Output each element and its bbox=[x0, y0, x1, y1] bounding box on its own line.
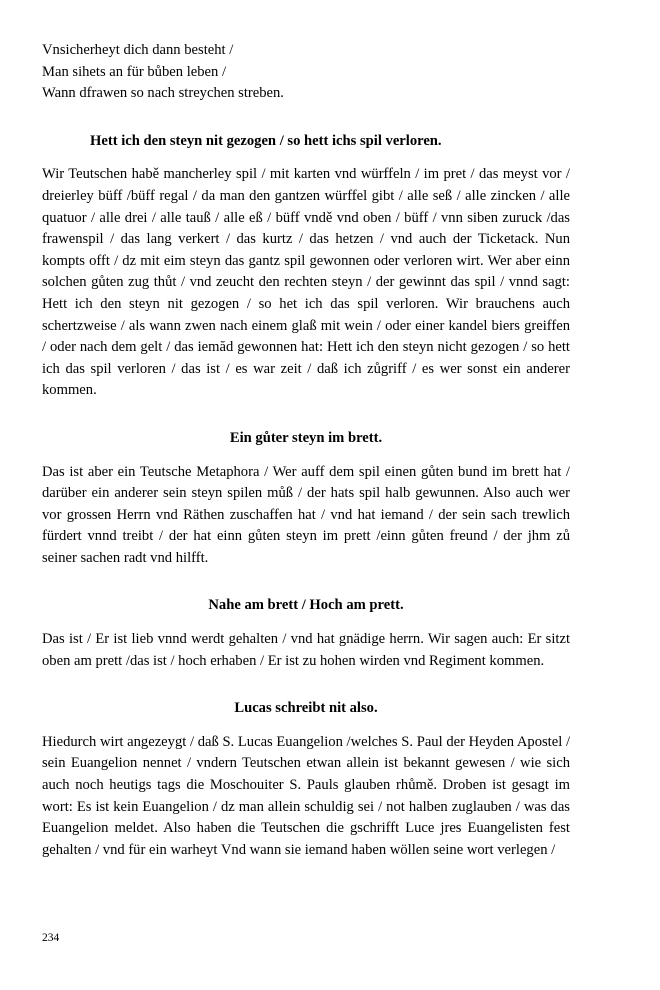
verse-line: Wann dfrawen so nach streychen streben. bbox=[42, 85, 284, 102]
section-body: Wir Teutschen habě mancherley spil / mit karten vnd würffeln / im pret / das meyst vor / dreierley büff /büff regal / da man den gantzen würffel gibt / alle seß / alle zincken / alle quatuor / alle drei / alle tauß / alle eß / büff vndě vnd oben / büff / vnn siben zuruck /das frawenspil / das lang verkert / das kurtz / das hetzen / vnd auch der Ticketack. Nun kompts offt / dz mit eim steyn das gantz spil gewonnen oder verloren wirt. Wer aber einn solchen gůten zug thůt / vnd zeucht den rechten steyn / der gewinnt das spil / vnnd sagt: Hett ich den steyn nit gezogen / so het ich das spil verloren. Wir brauchens auch schertzweise / als wann zwen nach einem glaß mit wein / oder einer kandel biers greiffen / oder nach dem gelt / das iemăd gewonnen hat: Hett ich den steyn nicht gezogen / so hett ich das spil verloren / das ist / es war zeit / daß ich zůgriff / es wer sonst ein anderer kommen. bbox=[42, 166, 570, 399]
page-content bbox=[42, 40, 570, 861]
verse-line: Man sihets an für bůben leben / bbox=[42, 63, 226, 80]
section-body: Hiedurch wirt angezeygt / daß S. Lucas Euangelion /welches S. Paul der Heyden Apostel / sein Euangelion nennet / vndern Teutschen etwan allein ist bekannt gewesen / wie sich auch noch heutigs tags die Moschouiter S. Pauls glauben rhůmě. Droben ist gesagt im wort: Es ist kein Euangelion / dz man allein schuldig sei / not halben zuglauben / was das Euangelion meldet. Also haben die Teutschen die gschrifft Luce jres Euangelisten fest gehalten / vnd für ein warheyt Vnd wann sie iemand haben wöllen seine wort verlegen / bbox=[42, 733, 570, 858]
section bbox=[42, 428, 570, 570]
page-number: 234 bbox=[42, 932, 60, 944]
section bbox=[42, 698, 570, 861]
section-body: Das ist / Er ist lieb vnnd werdt gehalten / vnd hat gnädige herrn. Wir sagen auch: Er sitzt oben am prett /das ist / hoch erhaben / Er ist zu hohen wirden vnd Regiment kommen. bbox=[42, 631, 570, 669]
section-heading: Nahe am brett / Hoch am prett. bbox=[208, 597, 404, 614]
section-heading: Hett ich den steyn nit gezogen / so hett ichs spil verloren. bbox=[90, 132, 442, 149]
section-heading: Lucas schreibt nit also. bbox=[234, 700, 378, 717]
section-heading: Ein gůter steyn im brett. bbox=[229, 429, 383, 446]
section-body: Das ist aber ein Teutsche Metaphora / Wer auff dem spil einen gůten bund im brett hat / darüber ein anderer sein steyn spilen můß / der hats spil halb gewunnen. Also auch wer vor grossen Herrn vnd Räthen zuschaffen hat / vnd hat iemand / der sein sach trewlich fürdert vnnd treibt / der hat einn gůten steyn im prett /einn gůten freund / der jhm zů seiner sachen radt vnd hilfft. bbox=[42, 463, 570, 566]
verse-line: Vnsicherheyt dich dann besteht / bbox=[42, 42, 234, 58]
verse-block bbox=[42, 40, 570, 105]
section bbox=[42, 131, 570, 402]
section bbox=[42, 595, 570, 672]
